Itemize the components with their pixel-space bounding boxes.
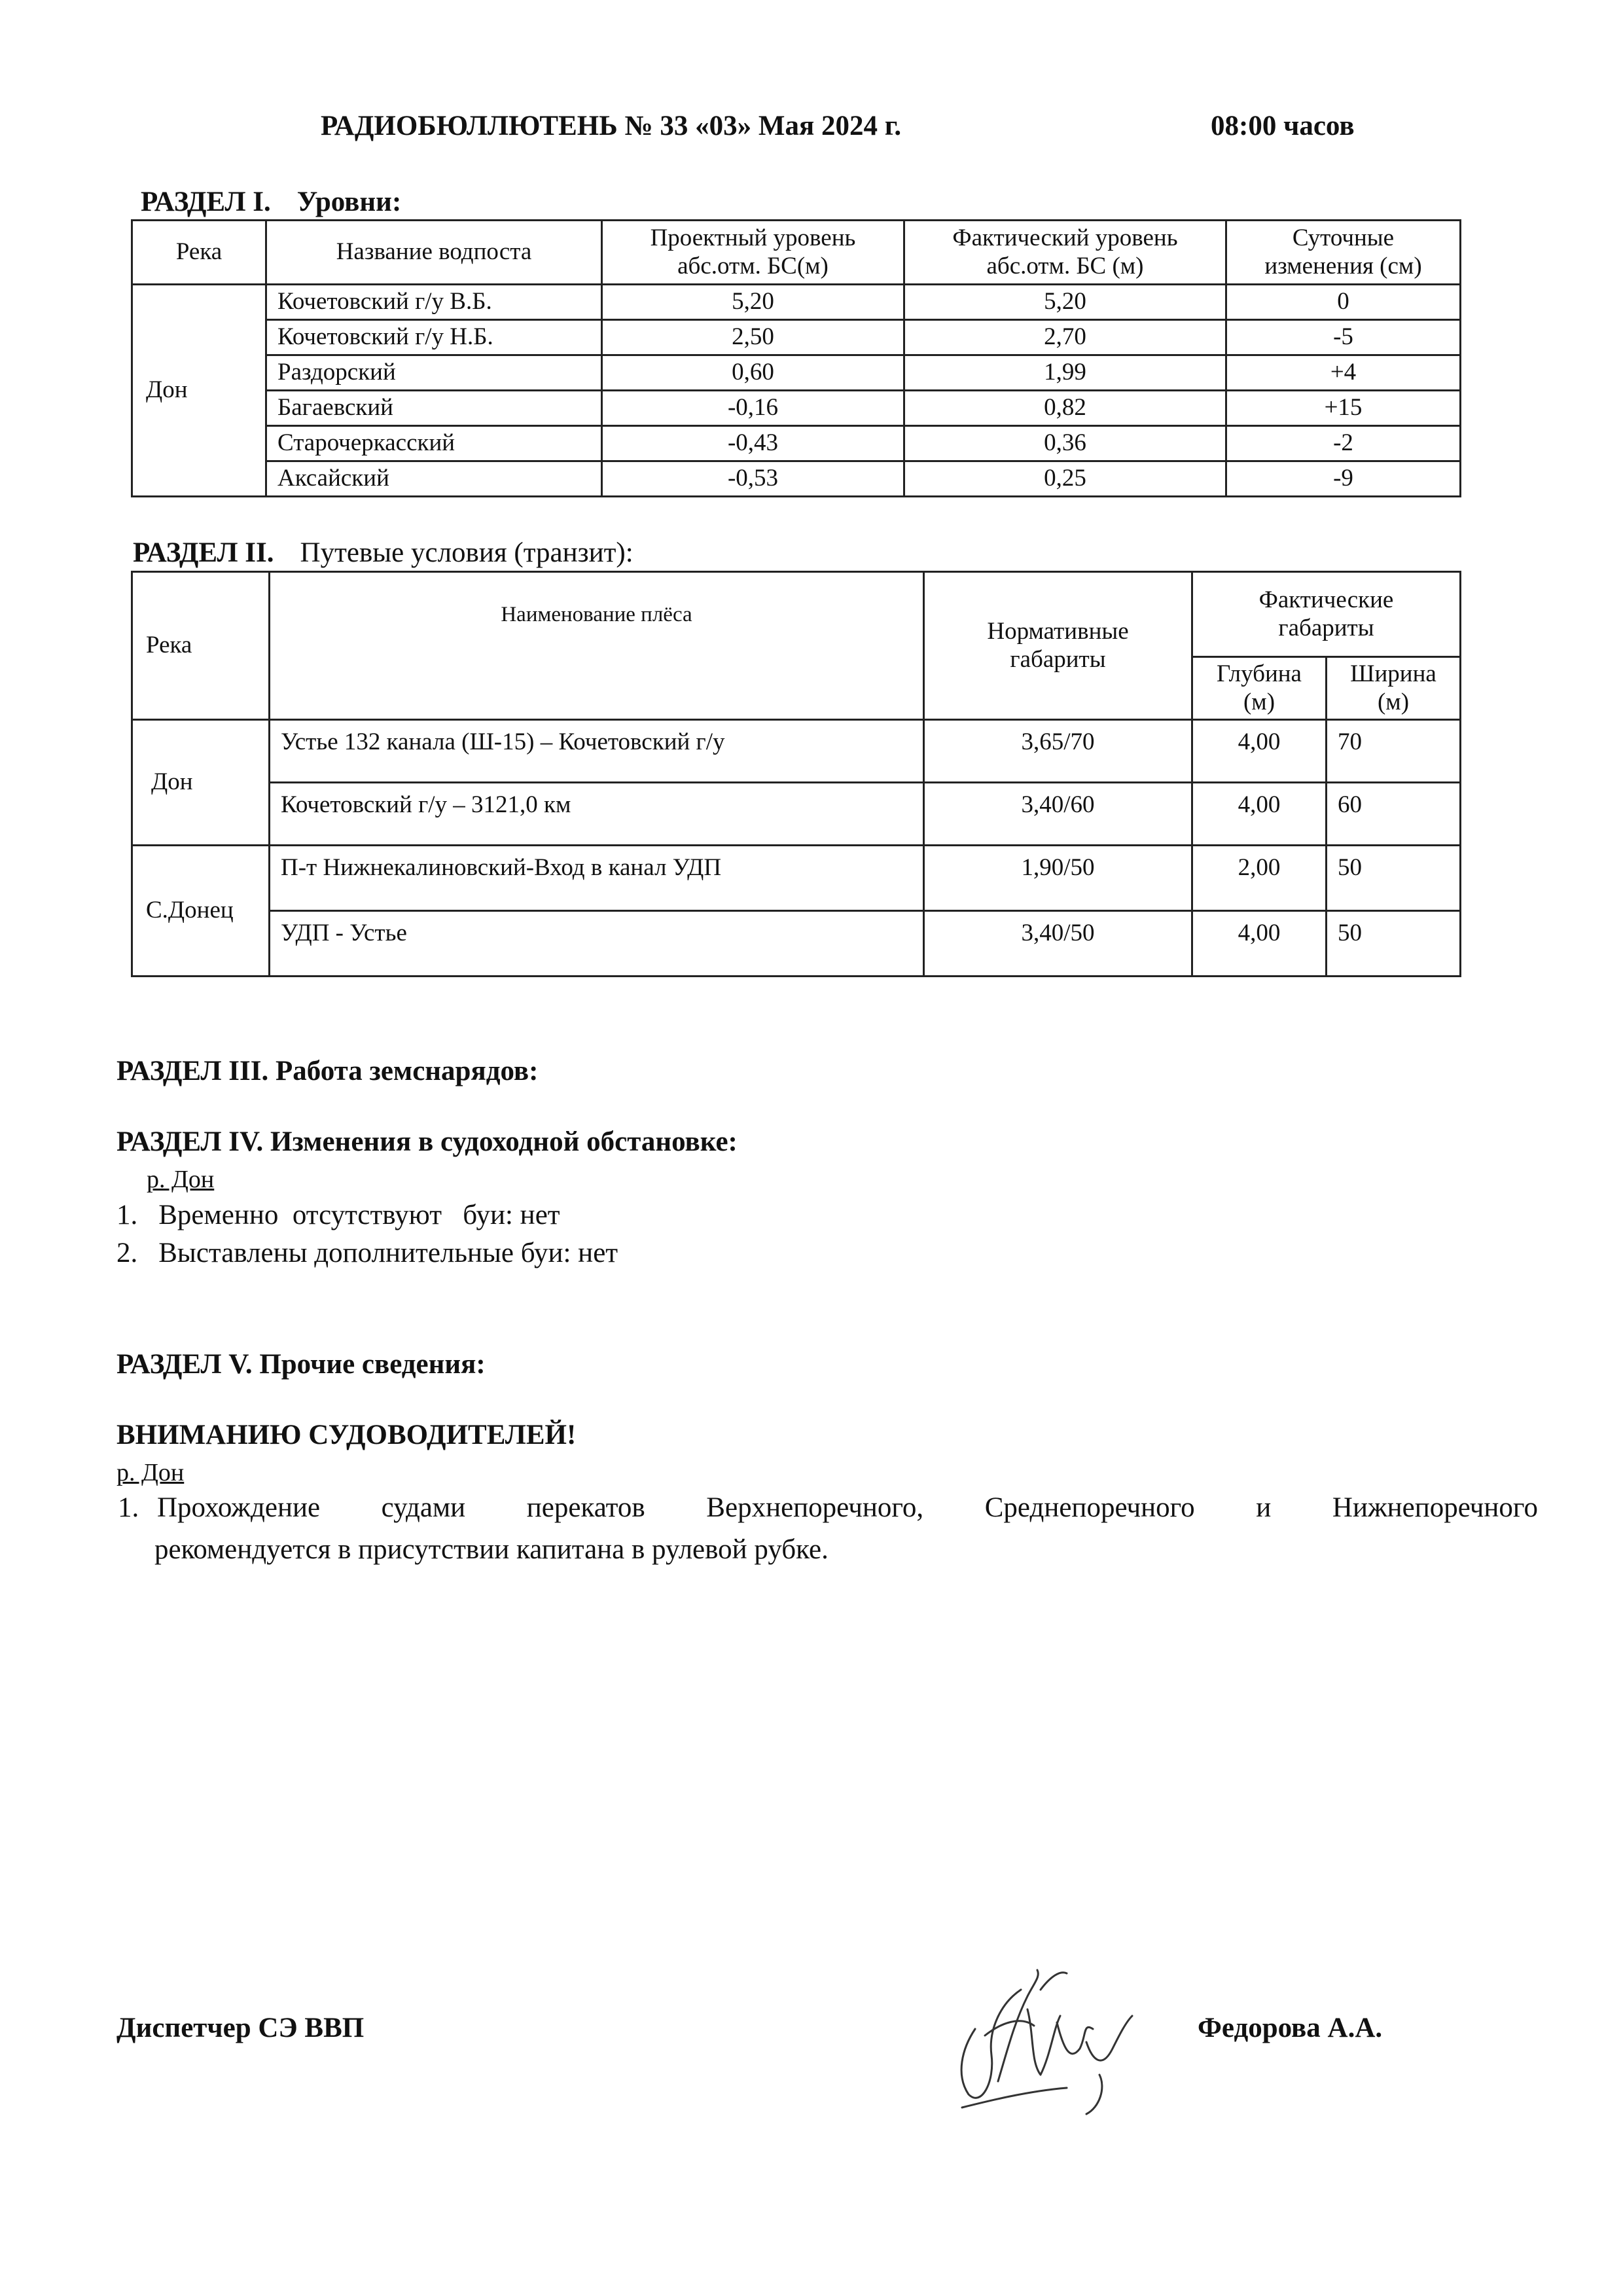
design-cell: -0,53 xyxy=(602,461,904,497)
transit-header-row1 xyxy=(132,572,1461,657)
width-cell: 50 xyxy=(1327,911,1461,977)
col-depth: Глубина (м) xyxy=(1192,657,1327,720)
station-cell: Кочетовский г/у В.Б. xyxy=(266,285,602,320)
list-item: 1. Временно отсутствуют буи: нет xyxy=(116,1200,560,1230)
design-cell: 2,50 xyxy=(602,320,904,355)
change-cell: -5 xyxy=(1226,320,1461,355)
bulletin-header xyxy=(0,110,1623,149)
col-river: Река xyxy=(132,221,266,285)
section2-heading xyxy=(133,537,633,569)
change-cell: 0 xyxy=(1226,285,1461,320)
station-cell: Багаевский xyxy=(266,391,602,426)
attention-item-line1: Прохождение судами перекатов Верхнепоречного, Среднепоречного и Нижнепоречного xyxy=(157,1492,1538,1523)
reach-cell: Кочетовский г/у – 3121,0 км xyxy=(270,783,924,846)
attention-heading: ВНИМАНИЮ СУДОВОДИТЕЛЕЙ! xyxy=(116,1420,577,1450)
station-cell: Старочеркасский xyxy=(266,426,602,461)
col-normative: Нормативные габариты xyxy=(924,572,1192,720)
table-row xyxy=(132,783,1461,846)
section3-heading: РАЗДЕЛ III. Работа земснарядов: xyxy=(116,1056,539,1086)
reach-cell: Устье 132 канала (Ш-15) – Кочетовский г/у xyxy=(270,720,924,783)
section1-title: Уровни: xyxy=(296,187,402,217)
col-river: Река xyxy=(132,572,270,720)
col-design-level: Проектный уровень абс.отм. БС(м) xyxy=(602,221,904,285)
attention-item-line2: рекомендуется в присутствии капитана в рулевой рубке. xyxy=(154,1534,829,1565)
normative-cell: 3,65/70 xyxy=(924,720,1192,783)
col-station: Название водпоста xyxy=(266,221,602,285)
depth-cell: 4,00 xyxy=(1192,911,1327,977)
bulletin-title: РАДИОБЮЛЛЮТЕНЬ № 33 «03» Мая 2024 г. xyxy=(321,111,902,141)
change-cell: -2 xyxy=(1226,426,1461,461)
attention-item: 1. Прохождение судами перекатов Верхнепоречного, Среднепоречного и Нижнепоречного рекомендуется в присутствии капитана в рулевой рубке. xyxy=(118,1487,1538,1571)
station-cell: Кочетовский г/у Н.Б. xyxy=(266,320,602,355)
width-cell: 60 xyxy=(1327,783,1461,846)
normative-cell: 3,40/60 xyxy=(924,783,1192,846)
table-row xyxy=(132,426,1461,461)
table-row xyxy=(132,355,1461,391)
section2-prefix: РАЗДЕЛ II. xyxy=(133,537,274,568)
change-cell: +4 xyxy=(1226,355,1461,391)
station-cell: Раздорский xyxy=(266,355,602,391)
design-cell: -0,16 xyxy=(602,391,904,426)
section1-heading xyxy=(141,186,401,218)
section4-river-label: р. Дон xyxy=(147,1166,215,1193)
actual-cell: 0,25 xyxy=(904,461,1226,497)
bulletin-time: 08:00 часов xyxy=(1211,111,1355,141)
col-actual-dimensions: Фактические габариты xyxy=(1192,572,1461,657)
actual-cell: 0,36 xyxy=(904,426,1226,461)
width-cell: 50 xyxy=(1327,846,1461,911)
design-cell: 5,20 xyxy=(602,285,904,320)
actual-cell: 1,99 xyxy=(904,355,1226,391)
normative-cell: 1,90/50 xyxy=(924,846,1192,911)
table-row xyxy=(132,285,1461,320)
col-daily-change: Суточные изменения (см) xyxy=(1226,221,1461,285)
transit-table xyxy=(131,571,1461,977)
actual-cell: 5,20 xyxy=(904,285,1226,320)
actual-cell: 2,70 xyxy=(904,320,1226,355)
table-row xyxy=(132,720,1461,783)
section5-heading: РАЗДЕЛ V. Прочие сведения: xyxy=(116,1349,486,1380)
table-row xyxy=(132,911,1461,977)
width-cell: 70 xyxy=(1327,720,1461,783)
dispatcher-position: Диспетчер СЭ ВВП xyxy=(116,2013,365,2043)
section4-heading: РАЗДЕЛ IV. Изменения в судоходной обстановке: xyxy=(116,1126,738,1157)
levels-table xyxy=(131,219,1461,497)
col-reach: Наименование плёса xyxy=(270,572,924,720)
reach-cell: УДП - Устье xyxy=(270,911,924,977)
section2-title: Путевые условия (транзит): xyxy=(300,537,633,568)
depth-cell: 2,00 xyxy=(1192,846,1327,911)
river-cell: С.Донец xyxy=(132,846,270,977)
table-row xyxy=(132,391,1461,426)
river-cell: Дон xyxy=(132,285,266,497)
dispatcher-name: Федорова А.А. xyxy=(1198,2013,1383,2043)
table-row xyxy=(132,320,1461,355)
list-item: 2. Выставлены дополнительные буи: нет xyxy=(116,1238,618,1268)
change-cell: +15 xyxy=(1226,391,1461,426)
depth-cell: 4,00 xyxy=(1192,720,1327,783)
reach-cell: П-т Нижнекалиновский-Вход в канал УДП xyxy=(270,846,924,911)
handwritten-signature xyxy=(936,1950,1145,2121)
levels-header-row xyxy=(132,221,1461,285)
col-actual-level: Фактический уровень абс.отм. БС (м) xyxy=(904,221,1226,285)
col-width: Ширина (м) xyxy=(1327,657,1461,720)
section1-prefix: РАЗДЕЛ I. xyxy=(141,187,271,217)
change-cell: -9 xyxy=(1226,461,1461,497)
actual-cell: 0,82 xyxy=(904,391,1226,426)
normative-cell: 3,40/50 xyxy=(924,911,1192,977)
table-row xyxy=(132,461,1461,497)
design-cell: -0,43 xyxy=(602,426,904,461)
attention-river-label: р. Дон xyxy=(116,1459,185,1486)
station-cell: Аксайский xyxy=(266,461,602,497)
table-row xyxy=(132,846,1461,911)
depth-cell: 4,00 xyxy=(1192,783,1327,846)
design-cell: 0,60 xyxy=(602,355,904,391)
river-cell: Дон xyxy=(132,720,270,846)
